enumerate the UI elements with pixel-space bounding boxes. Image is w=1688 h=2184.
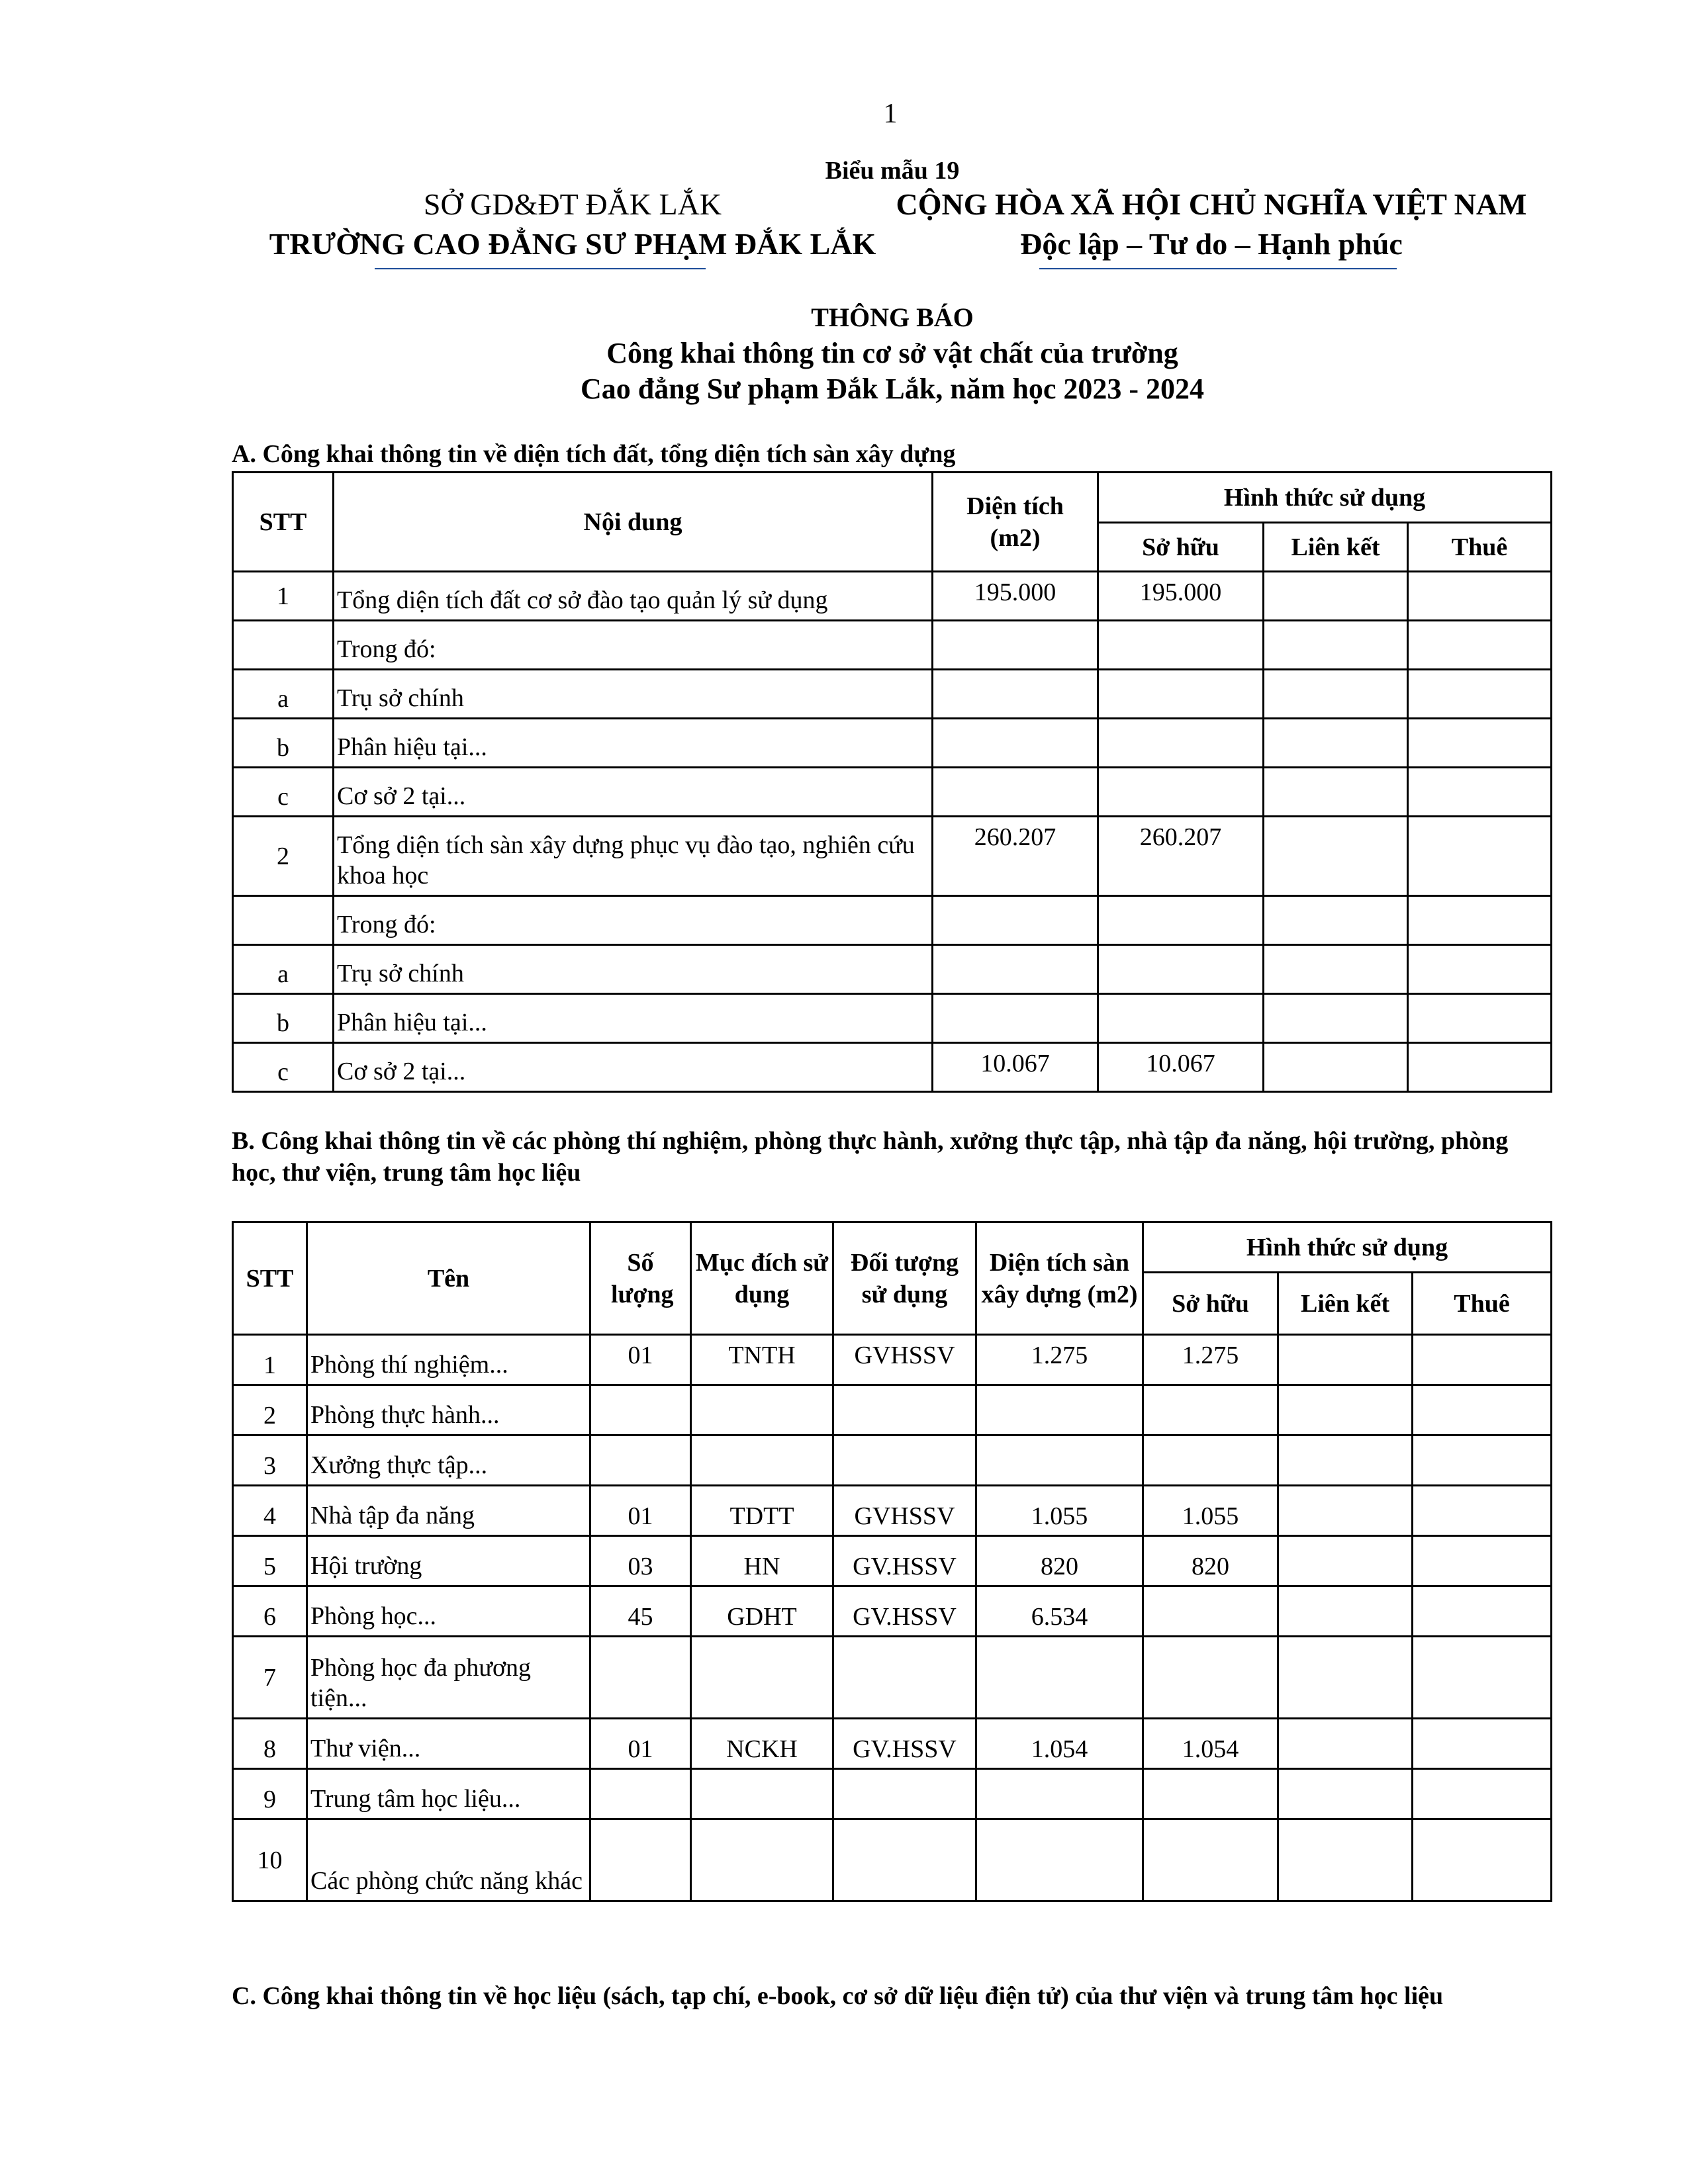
row-rented <box>1408 768 1552 817</box>
row-stt: 8 <box>233 1719 307 1769</box>
row-area: 10.067 <box>933 1043 1098 1092</box>
row-owned: 1.275 <box>1143 1335 1278 1385</box>
table-row <box>233 719 1552 768</box>
row-quantity: 01 <box>590 1335 691 1385</box>
row-quantity <box>590 1637 691 1719</box>
row-content: Phân hiệu tại... <box>334 994 933 1043</box>
col-header-stt: STT <box>233 1222 307 1335</box>
row-owned <box>1098 994 1264 1043</box>
row-area <box>933 670 1098 719</box>
table-row <box>233 994 1552 1043</box>
row-owned <box>1098 768 1264 817</box>
row-purpose <box>691 1819 833 1901</box>
row-owned <box>1143 1769 1278 1819</box>
row-stt: 10 <box>233 1819 307 1901</box>
row-quantity <box>590 1819 691 1901</box>
col-header-users: Đối tượng sử dụng <box>833 1222 976 1335</box>
row-stt: a <box>233 670 334 719</box>
row-linked <box>1278 1819 1413 1901</box>
row-purpose <box>691 1385 833 1435</box>
motto: Độc lập – Tư do – Hạnh phúc <box>1020 227 1403 261</box>
table-row <box>233 1043 1552 1092</box>
motto-underline <box>1039 268 1397 269</box>
row-stt: 1 <box>233 1335 307 1385</box>
row-rented <box>1408 719 1552 768</box>
section-c-heading: C. Công khai thông tin về học liệu (sách, tạp chí, e-book, cơ sở dữ liệu điện tử) của thư viện và trung tâm học liệu <box>232 1982 1444 2010</box>
row-linked <box>1278 1586 1413 1637</box>
section-a-heading: A. Công khai thông tin về diện tích đất, tổng diện tích sàn xây dựng <box>232 440 956 468</box>
row-linked <box>1264 670 1408 719</box>
row-owned: 10.067 <box>1098 1043 1264 1092</box>
row-purpose: NCKH <box>691 1719 833 1769</box>
row-area <box>976 1637 1143 1719</box>
row-stt: 1 <box>233 572 334 621</box>
row-name: Thư viện... <box>307 1719 590 1769</box>
row-content: Tổng diện tích đất cơ sở đào tạo quản lý sử dụng <box>334 572 933 621</box>
table-row <box>233 896 1552 945</box>
department-name: SỞ GD&ĐT ĐẮK LẮK <box>423 187 722 221</box>
row-rented <box>1413 1536 1552 1586</box>
row-content: Trụ sở chính <box>334 670 933 719</box>
row-stt <box>233 621 334 670</box>
row-content: Tổng diện tích sàn xây dựng phục vụ đào tạo, nghiên cứu khoa học <box>334 817 933 896</box>
col-header-rented: Thuê <box>1413 1273 1552 1335</box>
row-rented <box>1413 1719 1552 1769</box>
row-rented <box>1408 994 1552 1043</box>
table-row <box>233 1769 1552 1819</box>
row-purpose <box>691 1637 833 1719</box>
col-header-name: Tên <box>307 1222 590 1335</box>
row-owned <box>1143 1385 1278 1435</box>
row-area <box>933 945 1098 994</box>
table-row <box>233 1536 1552 1586</box>
col-header-stt: STT <box>233 473 334 572</box>
row-owned <box>1098 621 1264 670</box>
row-area: 1.054 <box>976 1719 1143 1769</box>
row-linked <box>1278 1435 1413 1486</box>
table-row <box>233 768 1552 817</box>
row-area <box>976 1769 1143 1819</box>
col-header-owned: Sở hữu <box>1143 1273 1278 1335</box>
form-label: Biểu mẫu 19 <box>825 157 960 185</box>
row-name: Trung tâm học liệu... <box>307 1769 590 1819</box>
row-linked <box>1264 572 1408 621</box>
row-name: Nhà tập đa năng <box>307 1486 590 1536</box>
row-stt: 2 <box>233 1385 307 1435</box>
page-number: 1 <box>883 99 898 129</box>
table-row <box>233 572 1552 621</box>
row-area <box>933 621 1098 670</box>
row-rented <box>1413 1385 1552 1435</box>
row-purpose: TNTH <box>691 1335 833 1385</box>
col-header-content: Nội dung <box>334 473 933 572</box>
col-header-linked: Liên kết <box>1278 1273 1413 1335</box>
school-name-underline <box>375 268 706 269</box>
table-row <box>233 621 1552 670</box>
row-stt: 3 <box>233 1435 307 1486</box>
col-header-area: Diện tích (m2) <box>933 473 1098 572</box>
col-header-area: Diện tích sàn xây dựng (m2) <box>976 1222 1143 1335</box>
row-quantity: 01 <box>590 1719 691 1769</box>
row-users: GVHSSV <box>833 1486 976 1536</box>
row-users <box>833 1385 976 1435</box>
row-quantity: 45 <box>590 1586 691 1637</box>
row-owned <box>1143 1819 1278 1901</box>
row-owned: 1.054 <box>1143 1719 1278 1769</box>
row-quantity: 01 <box>590 1486 691 1536</box>
row-rented <box>1408 670 1552 719</box>
row-purpose <box>691 1769 833 1819</box>
row-linked <box>1278 1536 1413 1586</box>
row-stt: 9 <box>233 1769 307 1819</box>
row-content: Trụ sở chính <box>334 945 933 994</box>
row-owned <box>1143 1435 1278 1486</box>
row-users: GV.HSSV <box>833 1586 976 1637</box>
row-owned: 195.000 <box>1098 572 1264 621</box>
row-linked <box>1264 817 1408 896</box>
row-linked <box>1278 1385 1413 1435</box>
row-users: GV.HSSV <box>833 1536 976 1586</box>
row-users <box>833 1769 976 1819</box>
row-linked <box>1278 1335 1413 1385</box>
row-rented <box>1408 945 1552 994</box>
row-stt: 6 <box>233 1586 307 1637</box>
row-area: 1.275 <box>976 1335 1143 1385</box>
row-rented <box>1413 1335 1552 1385</box>
country-name: CỘNG HÒA XÃ HỘI CHỦ NGHĨA VIỆT NAM <box>896 187 1527 221</box>
row-area <box>933 994 1098 1043</box>
row-stt <box>233 896 334 945</box>
row-quantity <box>590 1435 691 1486</box>
col-header-usage: Hình thức sử dụng <box>1098 473 1552 523</box>
col-header-rented: Thuê <box>1408 523 1552 572</box>
row-linked <box>1264 621 1408 670</box>
row-area: 195.000 <box>933 572 1098 621</box>
row-stt: b <box>233 994 334 1043</box>
row-linked <box>1278 1719 1413 1769</box>
row-quantity <box>590 1769 691 1819</box>
row-owned <box>1143 1586 1278 1637</box>
row-area <box>976 1385 1143 1435</box>
row-rented <box>1413 1586 1552 1637</box>
row-area: 1.055 <box>976 1486 1143 1536</box>
table-row <box>233 1637 1552 1719</box>
row-rented <box>1413 1435 1552 1486</box>
notice-subtitle-1: Công khai thông tin cơ sở vật chất của trường <box>606 337 1178 369</box>
row-owned: 820 <box>1143 1536 1278 1586</box>
row-name: Phòng thí nghiệm... <box>307 1335 590 1385</box>
row-quantity <box>590 1385 691 1435</box>
row-linked <box>1278 1637 1413 1719</box>
row-owned <box>1098 945 1264 994</box>
col-header-usage: Hình thức sử dụng <box>1143 1222 1552 1273</box>
row-rented <box>1408 1043 1552 1092</box>
row-stt: a <box>233 945 334 994</box>
table-row <box>233 945 1552 994</box>
row-linked <box>1264 719 1408 768</box>
row-content: Trong đó: <box>334 621 933 670</box>
row-stt: 2 <box>233 817 334 896</box>
col-header-purpose: Mục đích sử dụng <box>691 1222 833 1335</box>
table-row <box>233 1435 1552 1486</box>
row-name: Các phòng chức năng khác <box>307 1819 590 1901</box>
row-content: Cơ sở 2 tại... <box>334 1043 933 1092</box>
row-rented <box>1408 572 1552 621</box>
table-row <box>233 1819 1552 1901</box>
row-owned <box>1098 896 1264 945</box>
row-name: Phòng thực hành... <box>307 1385 590 1435</box>
row-owned <box>1098 719 1264 768</box>
row-linked <box>1278 1486 1413 1536</box>
row-stt: c <box>233 768 334 817</box>
row-area <box>933 768 1098 817</box>
row-rented <box>1413 1769 1552 1819</box>
table-row <box>233 670 1552 719</box>
row-purpose: TDTT <box>691 1486 833 1536</box>
row-users: GV.HSSV <box>833 1719 976 1769</box>
row-rented <box>1413 1486 1552 1536</box>
row-name: Hội trường <box>307 1536 590 1586</box>
row-linked <box>1264 994 1408 1043</box>
row-rented <box>1408 817 1552 896</box>
table-row <box>233 1335 1552 1385</box>
row-quantity: 03 <box>590 1536 691 1586</box>
row-content: Cơ sở 2 tại... <box>334 768 933 817</box>
row-users <box>833 1637 976 1719</box>
row-area: 260.207 <box>933 817 1098 896</box>
row-linked <box>1264 945 1408 994</box>
row-owned <box>1098 670 1264 719</box>
row-name: Xưởng thực tập... <box>307 1435 590 1486</box>
row-linked <box>1278 1769 1413 1819</box>
table-row <box>233 1385 1552 1435</box>
row-area: 6.534 <box>976 1586 1143 1637</box>
row-linked <box>1264 896 1408 945</box>
row-owned: 260.207 <box>1098 817 1264 896</box>
row-stt: 5 <box>233 1536 307 1586</box>
table-row <box>233 1719 1552 1769</box>
row-users: GVHSSV <box>833 1335 976 1385</box>
row-area: 820 <box>976 1536 1143 1586</box>
row-rented <box>1413 1637 1552 1719</box>
row-purpose: GDHT <box>691 1586 833 1637</box>
row-content: Phân hiệu tại... <box>334 719 933 768</box>
row-rented <box>1408 621 1552 670</box>
row-linked <box>1264 1043 1408 1092</box>
row-area <box>933 896 1098 945</box>
school-name: TRƯỜNG CAO ĐẲNG SƯ PHẠM ĐẮK LẮK <box>269 227 876 261</box>
col-header-owned: Sở hữu <box>1098 523 1264 572</box>
facilities-table <box>232 1221 1552 1902</box>
row-area <box>976 1435 1143 1486</box>
row-stt: 4 <box>233 1486 307 1536</box>
row-rented <box>1408 896 1552 945</box>
table-row <box>233 1586 1552 1637</box>
row-name: Phòng học đa phương tiện... <box>307 1637 590 1719</box>
row-rented <box>1413 1819 1552 1901</box>
table-row <box>233 1486 1552 1536</box>
row-owned: 1.055 <box>1143 1486 1278 1536</box>
col-header-linked: Liên kết <box>1264 523 1408 572</box>
row-stt: 7 <box>233 1637 307 1719</box>
row-area <box>933 719 1098 768</box>
row-stt: b <box>233 719 334 768</box>
row-name: Phòng học... <box>307 1586 590 1637</box>
land-area-table <box>232 471 1552 1093</box>
row-purpose: HN <box>691 1536 833 1586</box>
row-area <box>976 1819 1143 1901</box>
row-users <box>833 1435 976 1486</box>
notice-subtitle-2: Cao đẳng Sư phạm Đắk Lắk, năm học 2023 - 2024 <box>580 373 1205 405</box>
row-purpose <box>691 1435 833 1486</box>
row-users <box>833 1819 976 1901</box>
section-b-heading: B. Công khai thông tin về các phòng thí nghiệm, phòng thực hành, xưởng thực tập, nhà tập đa năng, hội trường, phòng học, thư viện, trung tâm học liệu <box>232 1127 1509 1187</box>
row-content: Trong đó: <box>334 896 933 945</box>
col-header-quantity: Số lượng <box>590 1222 691 1335</box>
row-stt: c <box>233 1043 334 1092</box>
notice-title: THÔNG BÁO <box>811 302 974 332</box>
row-linked <box>1264 768 1408 817</box>
table-row <box>233 817 1552 896</box>
row-owned <box>1143 1637 1278 1719</box>
